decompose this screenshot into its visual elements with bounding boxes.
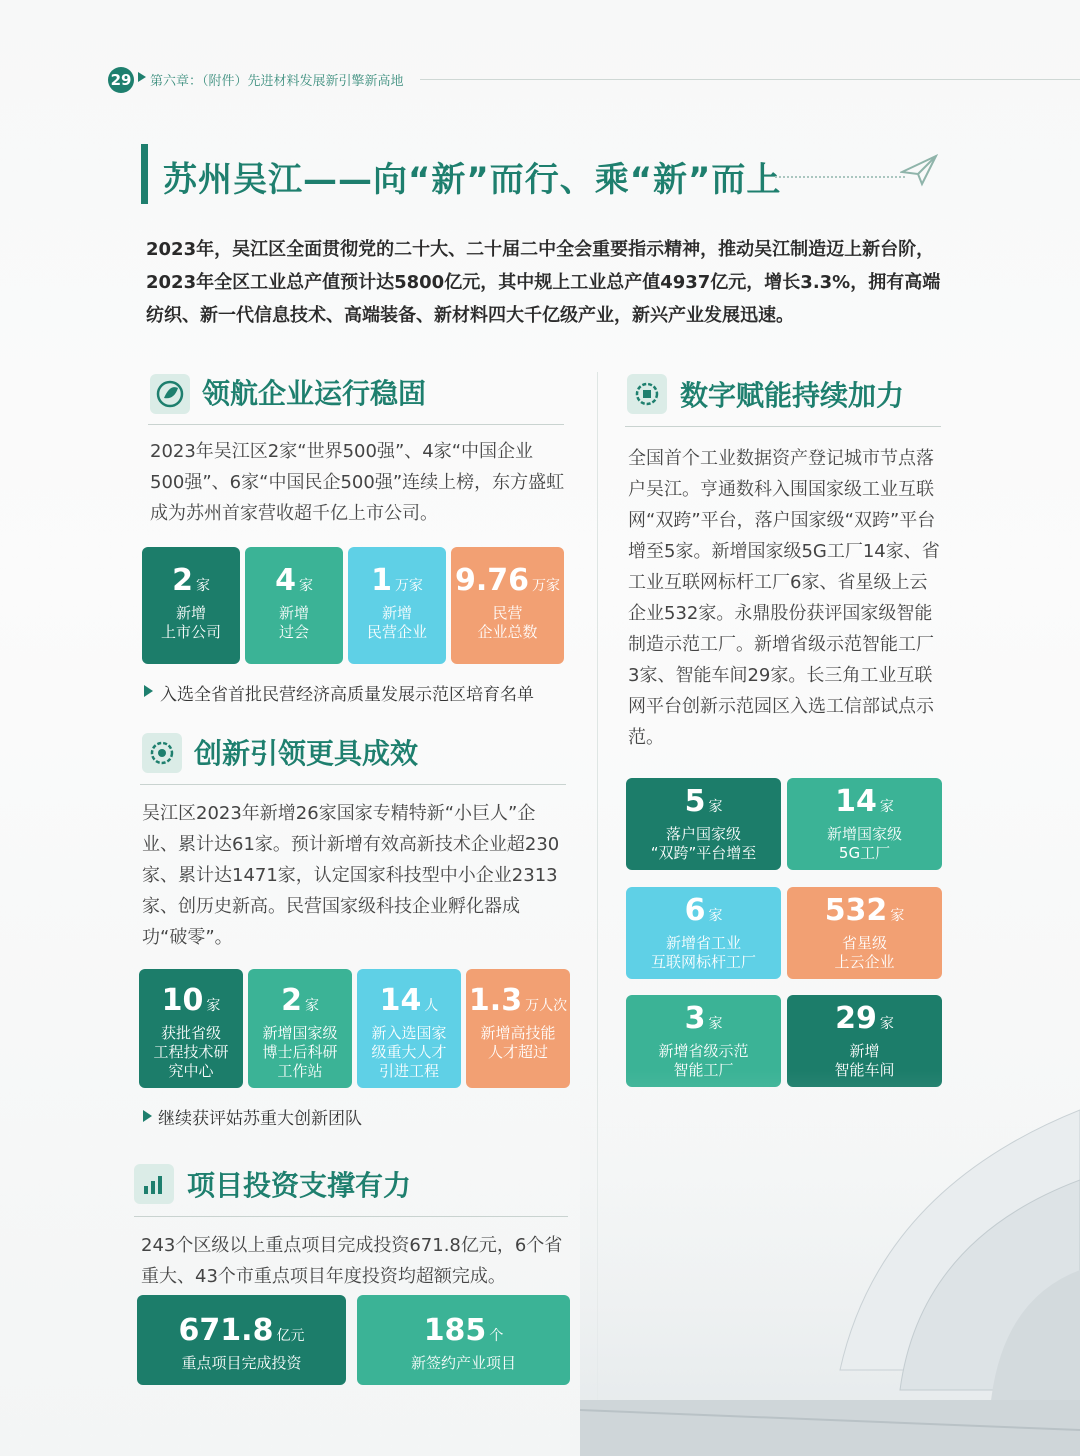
page-title: 苏州吴江——向“新”而行、乘“新”而上 [163, 160, 782, 200]
section-text-digital: 全国首个工业数据资产登记城市节点落户吴江。亨通数科入围国家级工业互联网“双跨”平台，落户国家级“双跨”平台增至5家。新增国家级5G工厂14家、省工业互联网标杆工厂6家、省星级上云企业532家。永鼎股份获评国家级智能制造示范工厂。新增省级示范智能工厂3家、智能车间29家。长三角工业互联网平台创新示范园区入选工信部试点示范。 [628, 448, 940, 748]
stat-number [787, 784, 942, 825]
stat-box [348, 547, 446, 664]
stat-label: 新增省级示范 [658, 1042, 749, 1060]
stat-value: 14 [379, 983, 422, 1018]
stat-number [626, 893, 781, 934]
stat-label: 新增国家级 5G工厂 [826, 825, 902, 862]
stat-label: 新入选国家 级重大人才 引进工程 [371, 1024, 447, 1080]
stat-value: 4 [275, 563, 296, 598]
stat-unit: 家 [890, 908, 905, 924]
stat-value: 3 [684, 1001, 706, 1036]
stat-number [626, 1001, 781, 1042]
stat-value: 14 [835, 784, 877, 819]
section-text-lead: 2023年吴江区2家“世界500强”、4家“中国企业500强”、6家“中国民企500强”连续上榜，东方盛虹成为苏州首家营收超千亿上市公司。 [150, 441, 565, 524]
stat-number [248, 983, 352, 1024]
stat-value: 6 [684, 893, 706, 928]
section-rule [134, 1216, 568, 1217]
stat-unit: 家 [879, 799, 894, 815]
stat-box [787, 778, 942, 870]
stat-value: 671.8 [178, 1313, 274, 1348]
stat-number [626, 784, 781, 825]
stat-value: 5 [684, 784, 706, 819]
stat-unit: 万家 [394, 578, 423, 594]
stat-number [142, 563, 240, 604]
stat-unit: 人 [424, 998, 439, 1014]
bar-chart-icon [134, 1164, 174, 1204]
section-title-innovation: 创新引领更具成效 [194, 737, 419, 770]
stat-label: 新增 过会 [278, 604, 309, 641]
stat-unit: 万家 [532, 578, 561, 594]
section-rule [140, 784, 566, 785]
stat-label: 新签约产业项目 [410, 1354, 516, 1372]
stat-label: 新增高技能 人才超过 [480, 1024, 556, 1061]
note-arrow-icon [144, 685, 153, 697]
stat-unit: 家 [879, 1016, 894, 1032]
stat-number [357, 983, 461, 1024]
stat-label: 新增 民营企业 [366, 604, 427, 641]
page-number: 29 [108, 67, 134, 93]
stat-value: 1.3 [468, 983, 523, 1018]
stat-unit: 家 [298, 578, 313, 594]
stat-box [248, 969, 352, 1088]
stat-label: 省星级 上云企业 [834, 934, 895, 971]
stat-number [139, 983, 243, 1024]
intro-paragraph: 2023年，吴江区全面贯彻党的二十大、二十届二中全会重要指示精神，推动吴江制造迈上新台阶，2023年全区工业总产值预计达5800亿元，其中规上工业总产值4937亿元，增长3.3%，拥有高端纺织、新一代信息技术、高端装备、新材料四大千亿级产业，新兴产业发展迅速。 [146, 239, 941, 326]
stat-value: 2 [281, 983, 302, 1018]
leaf-circle-icon [150, 374, 190, 414]
chapter-arrow-icon [138, 72, 146, 82]
stat-unit: 家 [304, 998, 319, 1014]
stat-unit: 个 [489, 1328, 504, 1344]
stat-box [139, 969, 243, 1088]
stat-number [787, 1001, 942, 1042]
stat-label: 民营 企业总数 [477, 604, 538, 641]
stat-number [245, 563, 343, 604]
stat-label: 重点项目完成投资 [181, 1354, 302, 1372]
gear-chip-icon [627, 374, 667, 414]
stat-unit: 家 [708, 1016, 723, 1032]
note-innovation: 继续获评姑苏重大创新团队 [158, 1109, 362, 1129]
stat-number [137, 1313, 346, 1354]
section-text-innovation: 吴江区2023年新增26家国家专精特新“小巨人”企业、累计达61家。预计新增有效高新技术企业超230家、累计达1471家，认定国家科技型中小企业2313家、创历史新高。民营国家级科技企业孵化器成功“破零”。 [142, 803, 560, 948]
stat-unit: 家 [195, 578, 210, 594]
stat-box [137, 1295, 346, 1385]
stat-box [451, 547, 564, 664]
section-title-digital: 数字赋能持续加力 [680, 379, 905, 412]
section-title-invest: 项目投资支撑有力 [187, 1169, 412, 1202]
stat-label: 新增国家级 博士后科研 工作站 [262, 1024, 338, 1080]
stat-label: 获批省级 工程技术研 究中心 [153, 1024, 229, 1080]
stat-number [466, 983, 570, 1024]
stat-unit: 万人次 [525, 998, 568, 1014]
architecture-illustration [580, 1070, 1080, 1456]
stat-number [787, 893, 942, 934]
section-text-invest: 243个区级以上重点项目完成投资671.8亿元，6个省重大、43个市重点项目年度投资均超额完成。 [141, 1235, 563, 1287]
stat-box [787, 887, 942, 979]
stat-box [142, 547, 240, 664]
stat-unit: 家 [708, 799, 723, 815]
gear-lightbulb-icon [142, 733, 182, 773]
stat-label: 新增 上市公司 [160, 604, 221, 641]
stat-value: 9.76 [454, 563, 530, 598]
stat-box [626, 778, 781, 870]
stat-box [245, 547, 343, 664]
stat-value: 2 [172, 563, 193, 598]
stat-number [348, 563, 446, 604]
title-accent-bar [141, 144, 148, 204]
stat-unit: 家 [206, 998, 221, 1014]
note-arrow-icon [143, 1110, 152, 1122]
stat-number [357, 1313, 570, 1354]
stat-unit: 家 [708, 908, 723, 924]
stat-label: 新增 [849, 1042, 880, 1060]
section-title-lead: 领航企业运行稳固 [202, 377, 427, 410]
section-rule [148, 424, 564, 425]
stat-label: 落户国家级 “双跨”平台增至 [650, 825, 757, 862]
stat-unit: 亿元 [276, 1328, 305, 1344]
stat-box [357, 1295, 570, 1385]
stat-number [451, 563, 564, 604]
title-dotted-line [775, 176, 905, 178]
stat-value: 29 [835, 1001, 877, 1036]
stat-box [466, 969, 570, 1088]
stat-box [626, 887, 781, 979]
paper-plane-icon [900, 152, 938, 188]
stat-value: 1 [371, 563, 392, 598]
chapter-title: 第六章：（附件）先进材料发展新引擎新高地 [150, 74, 404, 89]
note-lead: 入选全省首批民营经济高质量发展示范区培育名单 [160, 685, 534, 705]
stat-value: 10 [161, 983, 204, 1018]
section-rule [625, 426, 941, 427]
stat-label: 新增省工业 互联网标杆工厂 [650, 934, 756, 971]
stat-value: 532 [824, 893, 888, 928]
stat-box [357, 969, 461, 1088]
header-divider [420, 79, 1080, 80]
stat-value: 185 [423, 1313, 487, 1348]
